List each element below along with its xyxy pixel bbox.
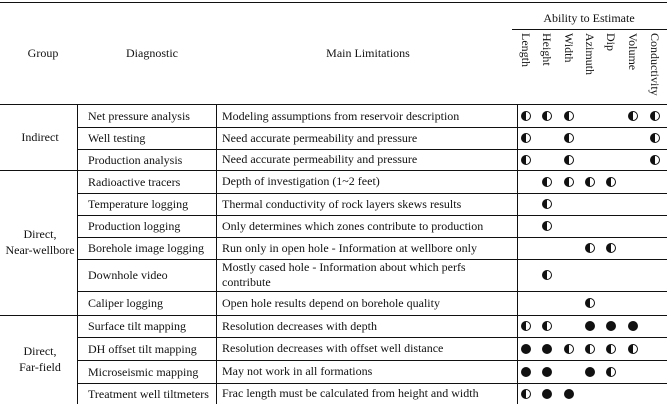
diagnostic-name: Net pressure analysis <box>88 109 190 123</box>
half-circle-icon <box>585 177 595 187</box>
limitation-text: May not work in all formations <box>222 364 373 378</box>
half-circle-icon <box>585 243 595 253</box>
half-circle-icon <box>628 111 638 121</box>
diagnostic-name: Treatment well tiltmeters <box>88 386 209 401</box>
limitation-text: Need accurate permeability and pressure <box>222 130 418 145</box>
column-header-height: Height <box>540 33 554 66</box>
limitation-text: Frac length must be calculated from height and width <box>222 386 479 400</box>
limitation-text: Open hole results depend on borehole quality <box>222 295 440 310</box>
limitations-header: Main Limitations <box>326 46 410 60</box>
limitation-text: Resolution decreases with depth <box>222 318 377 333</box>
half-circle-icon <box>628 344 638 354</box>
full-circle-icon <box>542 367 552 377</box>
half-circle-icon <box>521 133 531 143</box>
limitation-text: Mostly cased hole - Information about which perfs <box>222 260 466 274</box>
ability-underline <box>512 29 667 30</box>
half-circle-icon <box>542 221 552 231</box>
full-circle-icon <box>564 389 574 399</box>
diagnostic-name: Temperature logging <box>88 197 189 211</box>
row-separator <box>77 383 667 384</box>
ability-header: Ability to Estimate <box>543 11 635 25</box>
diagnostic-name: Borehole image logging <box>88 241 204 255</box>
half-circle-icon <box>606 243 616 253</box>
row-separator <box>77 127 667 128</box>
diagnostic-name: Caliper logging <box>88 296 163 310</box>
half-circle-icon <box>564 133 574 143</box>
column-header-length: Length <box>519 33 533 67</box>
half-circle-icon <box>542 270 552 280</box>
half-circle-icon <box>521 111 531 121</box>
row-separator <box>77 291 667 292</box>
half-circle-icon <box>585 298 595 308</box>
column-header-dip: Dip <box>604 33 618 51</box>
full-circle-icon <box>585 367 595 377</box>
group-header: Group <box>27 46 59 60</box>
limitation-text: contribute <box>222 275 271 289</box>
row-separator <box>77 237 667 238</box>
half-circle-icon <box>650 111 660 121</box>
group-label: Near-wellbore <box>5 242 75 257</box>
half-circle-icon <box>564 177 574 187</box>
full-circle-icon <box>542 344 552 354</box>
table-top-rule <box>0 2 667 3</box>
column-header-conductivity: Conductivity <box>648 33 662 96</box>
full-circle-icon <box>628 321 638 331</box>
half-circle-icon <box>606 367 616 377</box>
limitation-text: Resolution decreases with offset well distance <box>222 341 444 355</box>
group-label: Direct, <box>23 226 57 241</box>
group-label: Direct, <box>23 343 57 358</box>
limitation-text: Depth of investigation (1~2 feet) <box>222 174 380 188</box>
half-circle-icon <box>564 111 574 121</box>
row-separator <box>77 337 667 338</box>
diagnostic-name: Downhole video <box>88 268 168 282</box>
full-circle-icon <box>585 321 595 331</box>
half-circle-icon <box>606 177 616 187</box>
limitation-text: Need accurate permeability and pressure <box>222 152 418 166</box>
half-circle-icon <box>542 321 552 331</box>
limitation-text: Thermal conductivity of rock layers skews results <box>222 196 462 211</box>
diagnostic-name: Well testing <box>88 131 146 145</box>
row-separator <box>77 193 667 194</box>
limitation-text: Only determines which zones contribute to production <box>222 218 484 233</box>
half-circle-icon <box>650 133 660 143</box>
row-separator <box>77 215 667 216</box>
diagnostic-header: Diagnostic <box>126 46 178 60</box>
group-separator-2 <box>0 315 667 316</box>
column-header-width: Width <box>562 33 576 63</box>
group-separator-1 <box>0 170 667 171</box>
half-circle-icon <box>521 389 531 399</box>
half-circle-icon <box>585 344 595 354</box>
half-circle-icon <box>521 155 531 165</box>
half-circle-icon <box>542 199 552 209</box>
half-circle-icon <box>521 321 531 331</box>
full-circle-icon <box>542 389 552 399</box>
column-header-azimuth: Azimuth <box>583 33 597 75</box>
limitation-text: Run only in open hole - Information at wellbore only <box>222 240 477 255</box>
limitation-text: Modeling assumptions from reservoir description <box>222 108 460 123</box>
half-circle-icon <box>542 111 552 121</box>
row-separator <box>77 360 667 361</box>
half-circle-icon <box>564 344 574 354</box>
diagnostic-name: Surface tilt mapping <box>88 319 186 333</box>
half-circle-icon <box>650 155 660 165</box>
header-bottom-rule <box>0 104 667 105</box>
full-circle-icon <box>606 321 616 331</box>
diagnostic-name: Production logging <box>88 219 181 233</box>
column-header-volume: Volume <box>626 33 640 71</box>
half-circle-icon <box>564 155 574 165</box>
half-circle-icon <box>606 344 616 354</box>
row-separator <box>77 149 667 150</box>
half-circle-icon <box>542 177 552 187</box>
diagnostic-name: Microseismic mapping <box>88 364 199 379</box>
diagnostic-name: Production analysis <box>88 152 183 167</box>
group-label: Far-field <box>19 359 61 374</box>
group-label: Indirect <box>21 129 59 144</box>
full-circle-icon <box>521 367 531 377</box>
diagnostic-name: Radioactive tracers <box>88 174 181 189</box>
diagnostic-name: DH offset tilt mapping <box>88 341 197 356</box>
full-circle-icon <box>521 344 531 354</box>
